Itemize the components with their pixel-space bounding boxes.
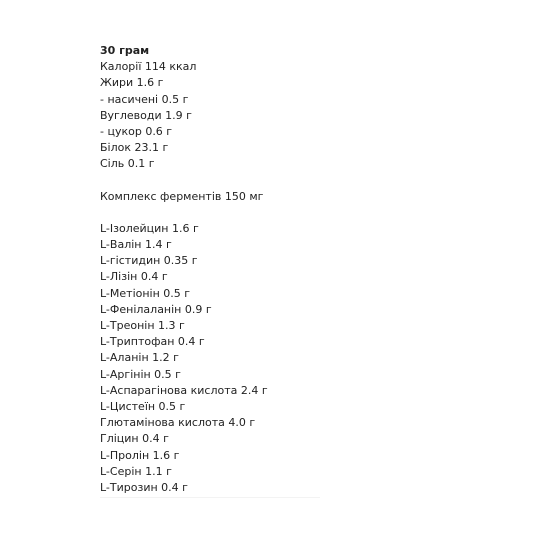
amino-acid-item: L-Треонін 1.3 г — [100, 319, 185, 333]
amino-acid-item: L-Аланін 1.2 г — [100, 351, 179, 365]
nutrition-facts-list — [100, 59, 268, 172]
nutrition-fact: Жири 1.6 г — [100, 76, 164, 90]
spacer — [100, 205, 268, 221]
amino-acid-item: L-Цистеїн 0.5 г — [100, 400, 186, 414]
nutrition-fact: Вуглеводи 1.9 г — [100, 108, 192, 122]
divider — [100, 497, 320, 498]
amino-acid-item: L-Аспарагінова кислота 2.4 г — [100, 383, 268, 397]
nutrition-fact: Білок 23.1 г — [100, 141, 169, 155]
nutrition-fact: - насичені 0.5 г — [100, 92, 189, 106]
amino-acid-item: L-Ізолейцин 1.6 г — [100, 221, 199, 235]
amino-acid-item: L-Валін 1.4 г — [100, 238, 172, 252]
amino-acid-item: L-гістидин 0.35 г — [100, 254, 198, 268]
amino-acid-item: L-Пролін 1.6 г — [100, 448, 180, 462]
nutrition-fact: Калорії 114 ккал — [100, 60, 197, 74]
amino-acid-item: L-Тирозин 0.4 г — [100, 481, 188, 495]
amino-acid-item: Глютамінова кислота 4.0 г — [100, 416, 256, 430]
amino-acid-item: L-Лізін 0.4 г — [100, 270, 168, 284]
nutrition-document — [100, 43, 268, 496]
amino-acids-list — [100, 221, 268, 496]
amino-acid-item: L-Аргінін 0.5 г — [100, 367, 181, 381]
enzymes-line: Комплекс ферментів 150 мг — [100, 189, 264, 203]
serving-title: 30 грам — [100, 44, 150, 57]
spacer — [100, 173, 268, 189]
amino-acid-item: L-Триптофан 0.4 г — [100, 335, 205, 349]
nutrition-fact: - цукор 0.6 г — [100, 125, 173, 139]
amino-acid-item: L-Серін 1.1 г — [100, 464, 172, 478]
amino-acid-item: L-Метіонін 0.5 г — [100, 286, 191, 300]
amino-acid-item: L-Фенілаланін 0.9 г — [100, 302, 212, 316]
nutrition-fact: Сіль 0.1 г — [100, 157, 155, 171]
amino-acid-item: Гліцин 0.4 г — [100, 432, 169, 446]
